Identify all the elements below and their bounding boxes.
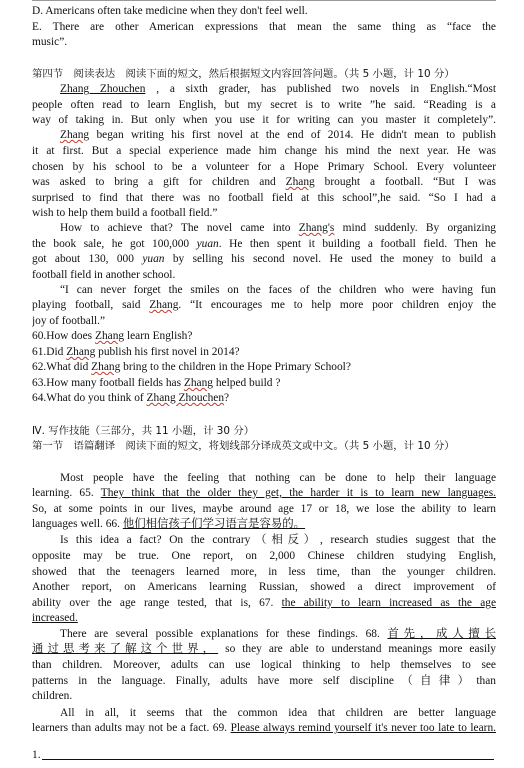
trans-p3-line1: There are several possible explanations for these findings. 68. 首先，成人擅长 bbox=[60, 628, 496, 640]
passage-p1-line2: people often read to learn English, but my secret is to write ”he said. “Reading is a bbox=[32, 99, 496, 111]
name-zhang: Zhang bbox=[60, 129, 90, 141]
passage-p4-line1: “I can never forget the smiles on the faces of the children who were having fun bbox=[60, 284, 496, 296]
question-63: 63.How many football fields has Zhang helped build ? bbox=[32, 377, 281, 389]
trans-p2-line2: opposite may be true. One report, on 2,000 Chinese children studying English, bbox=[32, 550, 496, 562]
passage-p2-line5: surprised to find that there was no football field at this school”,he said. “So I had a bbox=[32, 192, 496, 204]
trans-p3-line5: children. bbox=[32, 690, 73, 702]
passage-p3-line2: the book sale, he got 100,000 yuan. He then spent it building a football field. Then he bbox=[32, 238, 496, 250]
part4-title: Ⅳ. 写作技能（三部分，共 11 小题，计 30 分） bbox=[32, 425, 255, 437]
name-zhang-zhouchen: Zhang Zhouchen bbox=[60, 83, 146, 95]
trans-p4-line2: learners than adults may not be a fact. 69. Please always remind yourself it's never too late to learn. bbox=[32, 722, 496, 734]
trans-p1-line3: So, at some points in our lives, maybe around age 17 or 18, we lose the ability to learn bbox=[32, 503, 496, 515]
passage-p2-line1: Zhang began writing his first novel at the end of 2014. He didn't mean to publish bbox=[60, 129, 496, 141]
passage-p2-line2: it at first. But a special experience made him change his mind the next year. He was bbox=[32, 145, 496, 157]
option-e: E. There are other American expressions that mean the same thing as “face the bbox=[32, 21, 496, 33]
trans-p4-line1: All in all, it seems that the common idea that children are better language bbox=[60, 707, 496, 719]
item-66-underlined: 他们相信孩子们学习语言是容易的。 bbox=[122, 518, 306, 530]
item-65-underlined: They think that the older they get, the harder it is to learn new languages. bbox=[100, 487, 496, 499]
question-61: 61.Did Zhang publish his first novel in 2014? bbox=[32, 346, 240, 358]
answer-label: 1. bbox=[32, 749, 41, 761]
trans-p1-line4: languages well. 66. 他们相信孩子们学习语言是容易的。 bbox=[32, 518, 306, 530]
passage-p1-line3: way of taking in. But only when you use it for writing can you master it completely”. bbox=[32, 114, 496, 126]
section4-header: 第四节 阅读表达 阅读下面的短文，然后根据短文内容回答问题。（共 5 小题，计 10 分） bbox=[32, 68, 455, 80]
top-rule bbox=[32, 0, 496, 1]
trans-p1-line2: learning. 65. They think that the older they get, the harder it is to learn new languages. bbox=[32, 487, 496, 499]
passage-p2-line4: was asked to bring a gift for children and Zhang brought a football. “But I was bbox=[32, 176, 496, 188]
question-62: 62.What did Zhang bring to the children in the Hope Primary School? bbox=[32, 361, 351, 373]
trans-p2-line5: ability over the age range tested, that is, 67. the ability to learn increased as the age bbox=[32, 597, 496, 609]
answer-blank-line[interactable] bbox=[42, 759, 494, 760]
trans-p2-line6: increased. bbox=[32, 612, 78, 624]
trans-p3-line2: 通过思考来了解这个世界， so they are able to understand meanings more easily bbox=[32, 643, 496, 655]
item-69-underlined: Please always remind yourself it's never too late to learn. bbox=[230, 722, 496, 734]
question-64: 64.What do you think of Zhang Zhouchen? bbox=[32, 392, 230, 404]
trans-p3-line3: than children. Moreover, adults can use logical thinking to help themselves to see bbox=[32, 659, 496, 671]
item-67-underlined: the ability to learn increased as the age bbox=[281, 597, 496, 609]
trans-p2-line1: Is this idea a fact? On the contrary（相反）, research studies suggest that the bbox=[60, 534, 496, 546]
trans-p1-line1: Most people have the feeling that nothing can be done to help their language bbox=[60, 472, 496, 484]
passage-p1-line1: Zhang Zhouchen , a sixth grader, has published two novels in English.“Most bbox=[60, 83, 496, 95]
option-d: D. Americans often take medicine when they don't feel well. bbox=[32, 5, 308, 17]
passage-p3-line1: How to achieve that? The novel came into Zhang's mind suddenly. By organizing bbox=[60, 222, 496, 234]
question-60: 60.How does Zhang learn English? bbox=[32, 330, 193, 342]
option-e-cont: music”. bbox=[32, 36, 68, 48]
part4-subheader: 第一节 语篇翻译 阅读下面的短文，将划线部分译成英文或中文。（共 5 小题，计 10 分） bbox=[32, 440, 455, 452]
passage-p4-line3: joy of football.” bbox=[32, 315, 106, 327]
passage-p3-line4: football field in another school. bbox=[32, 269, 176, 281]
trans-p3-line4: patterns in the language. Finally, adults have more self discipline（自律）than bbox=[32, 675, 496, 687]
item-68-underlined: 首先，成人擅长 bbox=[387, 628, 496, 640]
trans-p2-line4: Another report, on Americans learning Russian, showed a direct improvement of bbox=[32, 581, 496, 593]
passage-p3-line3: got about 130, 000 yuan by selling his second novel. He used the money to build a bbox=[32, 253, 496, 265]
passage-p4-line2: playing football, said Zhang. “It encourages me to help more poor children enjoy the bbox=[32, 299, 496, 311]
trans-p2-line3: showed that the teenagers learned more, in less time, than the younger children. bbox=[32, 566, 496, 578]
passage-p2-line6: wish to help them build a football field.” bbox=[32, 207, 218, 219]
passage-p2-line3: chosen by his school to be a volunteer for a Hope Primary School. Every volunteer bbox=[32, 161, 496, 173]
